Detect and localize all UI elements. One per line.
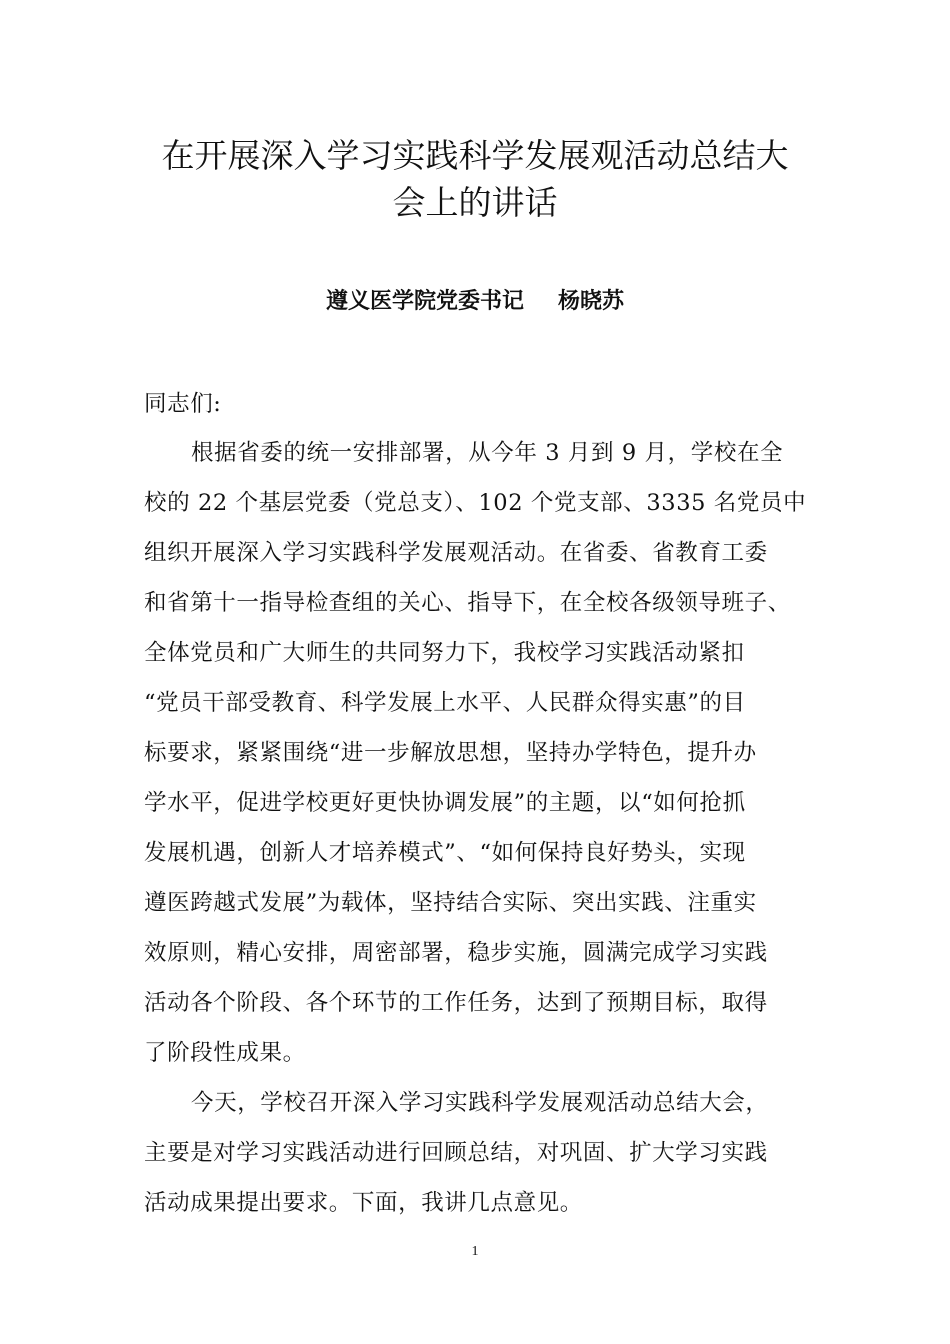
document-title-line-1: 在开展深入学习实践科学发展观活动总结大 xyxy=(161,136,789,175)
paragraph-line: “党员干部受教育、科学发展上水平、人民群众得实惠”的目 xyxy=(144,690,746,716)
paragraph-line: 活动成果提出要求。下面，我讲几点意见。 xyxy=(144,1190,583,1216)
paragraph-line: 根据省委的统一安排部署，从今年 3 月到 9 月，学校在全 xyxy=(191,440,784,466)
paragraph-line: 全体党员和广大师生的共同努力下，我校学习实践活动紧扣 xyxy=(144,640,745,666)
paragraph-line: 效原则，精心安排，周密部署，稳步实施，圆满完成学习实践 xyxy=(144,940,768,966)
paragraph-line: 学水平，促进学校更好更快协调发展”的主题，以“如何抢抓 xyxy=(144,790,746,816)
author-organization: 遵义医学院党委书记 xyxy=(325,288,524,314)
paragraph-line: 遵医跨越式发展”为载体，坚持结合实际、突出实践、注重实 xyxy=(144,890,757,916)
paragraph-line: 今天，学校召开深入学习实践科学发展观活动总结大会， xyxy=(191,1090,769,1116)
author-line xyxy=(0,281,950,321)
paragraph-line: 校的 22 个基层党委（党总支）、102 个党支部、3335 名党员中 xyxy=(144,490,807,516)
paragraph-line: 和省第十一指导检查组的关心、指导下，在全校各级领导班子、 xyxy=(144,590,791,616)
paragraph-line: 发展机遇，创新人才培养模式”、“如何保持良好势头，实现 xyxy=(144,840,746,866)
paragraph-line: 了阶段性成果。 xyxy=(144,1040,306,1066)
author-name: 杨晓苏 xyxy=(558,288,625,314)
document-title-line-2: 会上的讲话 xyxy=(392,183,558,222)
paragraph-line: 主要是对学习实践活动进行回顾总结，对巩固、扩大学习实践 xyxy=(144,1140,768,1166)
page-number: 1 xyxy=(471,1244,479,1259)
paragraph-line: 活动各个阶段、各个环节的工作任务，达到了预期目标，取得 xyxy=(144,990,768,1016)
salutation: 同志们: xyxy=(144,391,222,417)
paragraph-line: 标要求，紧紧围绕“进一步解放思想，坚持办学特色，提升办 xyxy=(144,740,757,766)
paragraph-line: 组织开展深入学习实践科学发展观活动。在省委、省教育工委 xyxy=(144,540,768,566)
